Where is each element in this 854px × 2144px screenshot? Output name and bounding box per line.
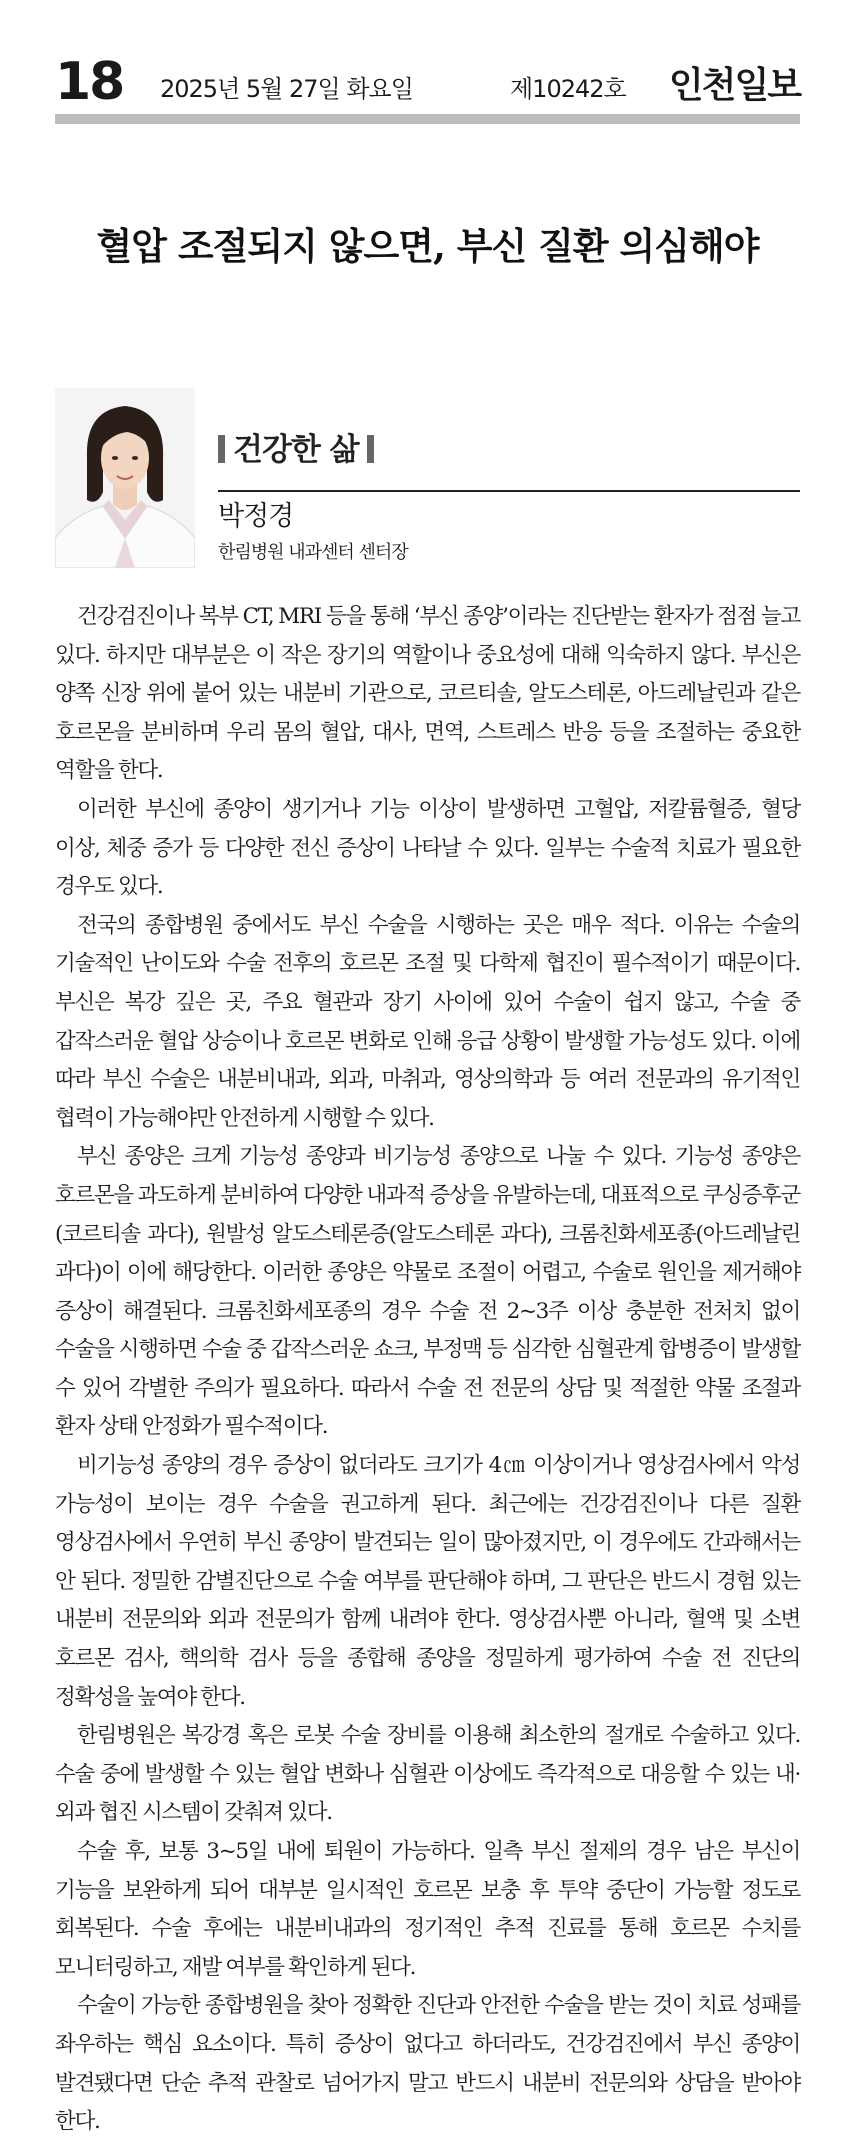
article-paragraph: 비기능성 종양의 경우 증상이 없더라도 크기가 4㎝ 이상이거나 영상검사에서 악성 가능성이 보이는 경우 수술을 권고하게 된다. 최근에는 건강검진이나 다른 질환 영상검사에서 우연히 부신 종양이 발견되는 일이 많아졌지만, 이 경우에도 간과해서는 안 된다. 정밀한 감별진단으로 수술 여부를 판단해야 하며, 그 판단은 반드시 경험 있는 내분비 전문의와 외과 전문의가 함께 내려야 한다. 영상검사뿐 아니라, 혈액 및 소변 호르몬 검사, 핵의학 검사 등을 종합해 종양을 정밀하게 평가하여 수술 전 진단의 정확성을 높여야 한다. [55, 1453, 800, 1710]
issue-number: 제10242호 [510, 75, 626, 103]
author-photo [55, 388, 195, 568]
article-paragraph: 한림병원은 복강경 혹은 로봇 수술 장비를 이용해 최소한의 절개로 수술하고 있다. 수술 중에 발생할 수 있는 혈압 변화나 심혈관 이상에도 즉각적으로 대응할 수 있는 내·외과 협진 시스템이 갖춰져 있다. [55, 1723, 800, 1826]
label-bar-left [218, 435, 225, 463]
publication-date: 2025년 5월 27일 화요일 [160, 75, 413, 103]
article-paragraph: 이러한 부신에 종양이 생기거나 기능 이상이 발생하면 고혈압, 저칼륨혈증, 혈당 이상, 체중 증가 등 다양한 전신 증상이 나타날 수 있다. 일부는 수술적 치료가 필요한 경우도 있다. [55, 796, 800, 900]
author-name: 박정경 [218, 501, 294, 532]
article-paragraph: 수술이 가능한 종합병원을 찾아 정확한 진단과 안전한 수술을 받는 것이 치료 성패를 좌우하는 핵심 요소이다. 특히 증상이 없다고 하더라도, 건강검진에서 부신 종양이 발견됐다면 단순 추적 관찰로 넘어가지 말고 반드시 내분비 전문의와 상담을 받아야 한다. [55, 1993, 800, 2135]
newspaper-logo: 인천일보 [668, 65, 800, 106]
article-body [55, 598, 800, 2142]
article-paragraph: 수술 후, 보통 3~5일 내에 퇴원이 가능하다. 일측 부신 절제의 경우 남은 부신이 기능을 보완하게 되어 대부분 일시적인 호르몬 보충 후 투약 중단이 가능할 정도로 회복된다. 수술 후에는 내분비내과의 정기적인 추적 진료를 통해 호르몬 수치를 모니터링하고, 재발 여부를 확인하게 된다. [55, 1839, 800, 1980]
column-title: 건강한 삶 [233, 432, 359, 468]
byline-divider [218, 490, 800, 492]
author-title: 한림병원 내과센터 센터장 [218, 542, 408, 563]
article-headline: 혈압 조절되지 않으면, 부신 질환 의심해야 [96, 223, 759, 268]
page-number: 18 [55, 52, 124, 112]
masthead-bar [55, 52, 800, 114]
column-label [218, 430, 374, 470]
article-paragraph: 전국의 종합병원 중에서도 부신 수술을 시행하는 곳은 매우 적다. 이유는 수술의 기술적인 난이도와 수술 전후의 호르몬 조절 및 다학제 협진이 필수적이기 때문이다. 부신은 복강 깊은 곳, 주요 혈관과 장기 사이에 있어 수술이 쉽지 않고, 수술 중 갑작스러운 혈압 상승이나 호르몬 변화로 인해 응급 상황이 발생할 가능성도 있다. 이에 따라 부신 수술은 내분비내과, 외과, 마취과, 영상의학과 등 여러 전문과의 유기적인 협력이 가능해야만 안전하게 시행할 수 있다. [55, 912, 800, 1131]
label-bar-right [367, 435, 374, 463]
article-paragraph: 건강검진이나 복부 CT, MRI 등을 통해 ‘부신 종양’이라는 진단받는 환자가 점점 늘고 있다. 하지만 대부분은 이 작은 장기의 역할이나 중요성에 대해 익숙하지 않다. 부신은 양쪽 신장 위에 붙어 있는 내분비 기관으로, 코르티솔, 알도스테론, 아드레날린과 같은 호르몬을 분비하며 우리 몸의 혈압, 대사, 면역, 스트레스 반응 등을 조절하는 중요한 역할을 한다. [55, 604, 800, 784]
article-paragraph: 부신 종양은 크게 기능성 종양과 비기능성 종양으로 나눌 수 있다. 기능성 종양은 호르몬을 과도하게 분비하여 다양한 내과적 증상을 유발하는데, 대표적으로 쿠싱증후군(코르티솔 과다), 원발성 알도스테론증(알도스테론 과다), 크롬친화세포종(아드레날린 과다)이 이에 해당한다. 이러한 종양은 약물로 조절이 어렵고, 수술로 원인을 제거해야 증상이 해결된다. 크롬친화세포종의 경우 수술 전 2~3주 이상 충분한 전처치 없이 수술을 시행하면 수술 중 갑작스러운 쇼크, 부정맥 등 심각한 심혈관계 합병증이 발생할 수 있어 각별한 주의가 필요하다. 따라서 수술 전 전문의 상담 및 적절한 약물 조절과 환자 상태 안정화가 필수적이다. [55, 1144, 800, 1440]
masthead-divider [55, 114, 800, 124]
